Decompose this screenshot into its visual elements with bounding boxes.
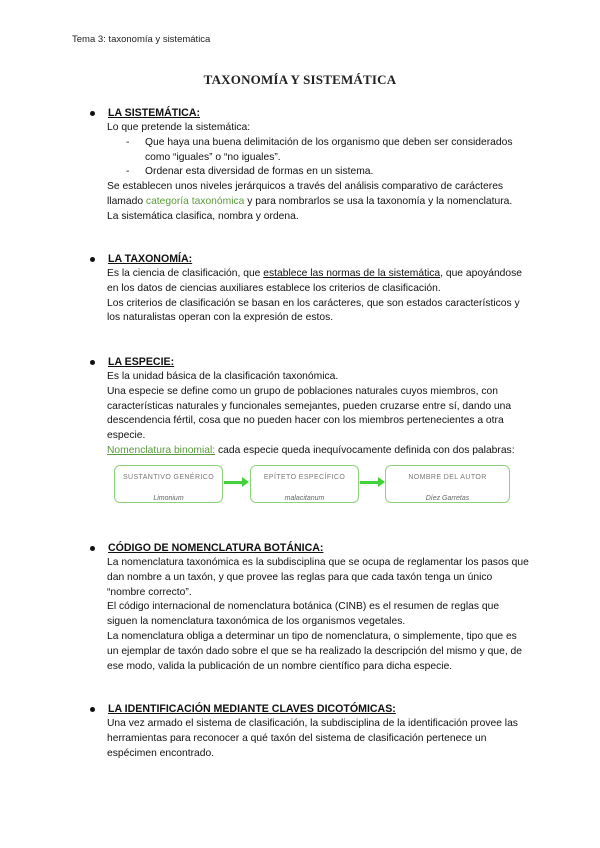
diagram-box-genus: SUSTANTIVO GENÉRICO Limonium (114, 465, 223, 503)
underlined-text: establece las normas de la sistemática (263, 268, 441, 279)
paragraph: Lo que pretende la sistemática: (107, 122, 251, 133)
document-title: TAXONOMÍA Y SISTEMÁTICA (203, 72, 397, 87)
section-heading: LA ESPECIE: (108, 356, 175, 368)
arrow-right-icon (360, 481, 379, 484)
section-heading: LA SISTEMÁTICA: (108, 107, 201, 119)
bullet-icon (90, 707, 95, 712)
list-item: - Ordenar esta diversidad de formas en un sistema. (126, 166, 374, 178)
page-header: Tema 3: taxonomía y sistemática (72, 34, 211, 45)
paragraph: Una vez armado el sistema de clasificación, la subdisciplina de la identificación provee las herramientas para reconocer a qué taxón del sistema de clasificación pertenece un espécimen encontrado. (107, 718, 518, 759)
section-heading: CÓDIGO DE NOMENCLATURA BOTÁNICA: (108, 542, 324, 554)
paragraph: Nomenclatura binomial: cada especie queda inequívocamente definida con dos palabras: (107, 444, 515, 456)
paragraph: La nomenclatura obliga a determinar un tipo de nomenclatura, o simplemente, tipo que es un ejemplar de taxón dado sobre el que se ha realizado la descripción del mismo y que, de ese modo, valida la publicación de un nombre científico para dicha especie. (107, 630, 522, 672)
section-sistematica (90, 106, 530, 225)
binomial-diagram (114, 465, 530, 509)
diagram-box-author: NOMBRE DEL AUTOR Díez Garretas (385, 465, 510, 503)
paragraph: Es la unidad básica de la clasificación taxonómica. (107, 371, 339, 382)
paragraph: La nomenclatura taxonómica es la subdisciplina que se ocupa de reglamentar los pasos que dan nombre a un taxón, y que provee las reglas para que cada taxón tenga un único “nombre correcto”. (107, 557, 529, 598)
highlight-text: Nomenclatura binomial: (107, 444, 216, 456)
bullet-icon (90, 360, 95, 365)
bullet-icon (90, 546, 95, 551)
diagram-box-epithet: EPÍTETO ESPECÍFICO malacitanum (250, 465, 359, 503)
section-especie (90, 355, 530, 509)
paragraph: La sistemática clasifica, nombra y ordena. (107, 210, 299, 222)
section-identificacion (90, 702, 530, 761)
highlight-text: categoría taxonómica (145, 195, 245, 207)
section-taxonomia (90, 252, 530, 326)
paragraph: Los criterios de clasificación se basan en los carácteres, que son estados característicos y los naturalistas operan con la expresión de estos. (107, 297, 520, 324)
paragraph: Una especie se define como un grupo de poblaciones naturales cuyos miembros, con características naturales y funcionales semejantes, pueden cruzarse entre sí, dando una descendencia fértil, cosa que no pueden hacer con los miembros pertenecientes a otra especie. (107, 385, 512, 442)
arrow-right-icon (224, 481, 243, 484)
section-heading: LA IDENTIFICACIÓN MEDIANTE CLAVES DICOTÓMICAS: (108, 703, 396, 715)
paragraph: Es la ciencia de clasificación, que establece las normas de la sistemática, que apoyándose en los datos de ciencias auxiliares establece los criterios de clasificación. (107, 268, 522, 294)
bullet-icon (90, 111, 95, 116)
bullet-icon (90, 257, 95, 262)
paragraph: Se establecen unos niveles jerárquicos a través del análisis comparativo de carácteres llamado categoría taxonómica y para nombrarlos se usa la taxonomía y la nomenclatura. (107, 181, 513, 207)
paragraph: El código internacional de nomenclatura botánica (CINB) es el resumen de reglas que siguen la nomenclatura taxonómica de los organismos vegetales. (107, 601, 500, 628)
section-codigo-nomenclatura (90, 541, 530, 674)
list-item: - Que haya una buena delimitación de los organismo que deben ser considerados como “iguales” o “no iguales”. (126, 136, 513, 163)
section-heading: LA TAXONOMÍA: (108, 253, 193, 265)
